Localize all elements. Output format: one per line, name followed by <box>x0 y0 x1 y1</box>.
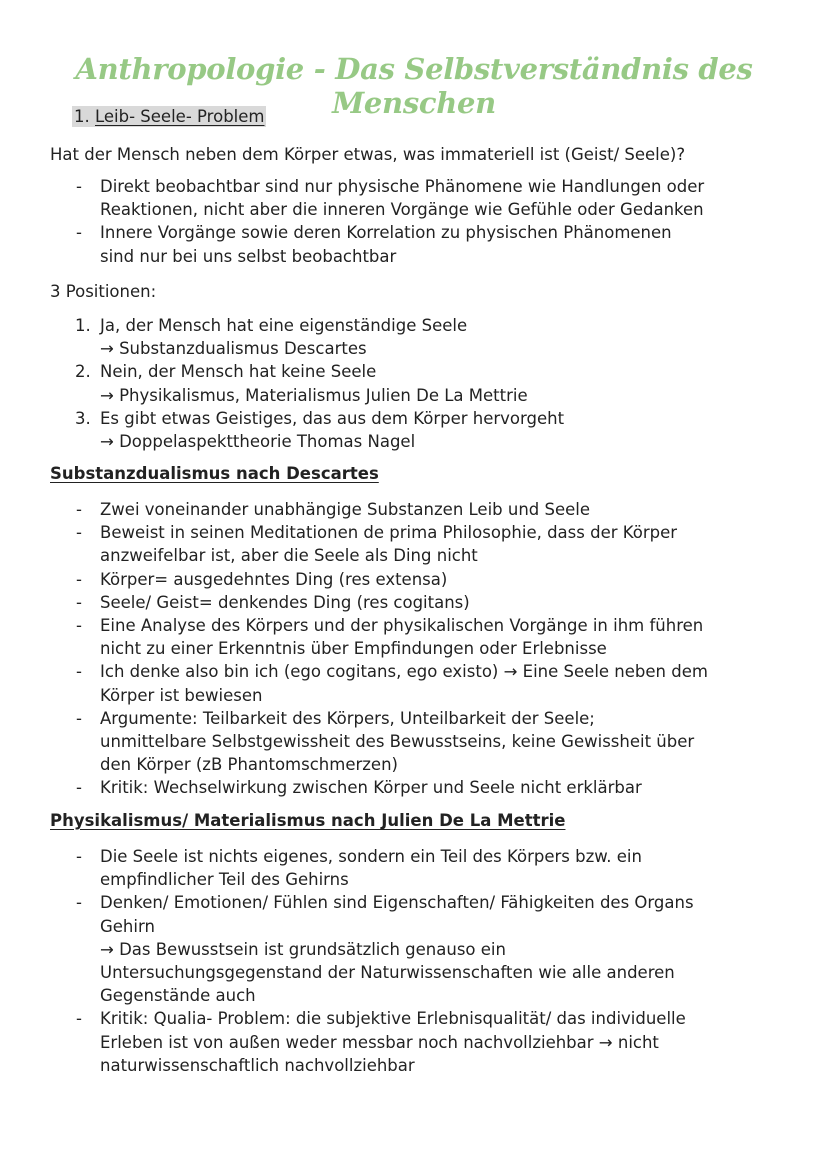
heading-mettrie: Physikalismus/ Materialismus nach Julien De La Mettrie <box>50 811 566 830</box>
list-marker: - <box>76 778 82 798</box>
list-marker: - <box>76 893 82 913</box>
list-item <box>50 360 790 406</box>
list-item <box>50 498 790 521</box>
list-marker: - <box>76 177 82 196</box>
list-item-text: Argumente: Teilbarkeit des Körpers, Unteilbarkeit der Seele; unmittelbare Selbstgewissheit des Bewusstseins, keine Gewissheit über den Körper (zB Phantomschmerzen) <box>100 708 695 775</box>
list-item <box>50 314 790 360</box>
list-item <box>50 175 790 221</box>
list-item <box>50 591 790 614</box>
list-item-text: Denken/ Emotionen/ Fühlen sind Eigenschaften/ Fähigkeiten des Organs Gehirn → Das Bewusstsein ist grundsätzlich genauso ein Untersuchungsgegenstand der Naturwissenschaften wie alle anderen Gegenstände auch <box>100 893 694 1006</box>
list-item-text: Seele/ Geist= denkendes Ding (res cogitans) <box>100 592 470 612</box>
document-title: Anthropologie - Das Selbstverständnis des Menschen <box>75 52 753 120</box>
list-item-text: Innere Vorgänge sowie deren Korrelation zu physischen Phänomenen sind nur bei uns selbst beobachtbar <box>100 223 672 266</box>
positions-list <box>50 314 790 453</box>
list-item <box>50 776 790 799</box>
list-marker: - <box>76 592 82 612</box>
bullet-list-descartes <box>50 498 790 800</box>
positions-label: 3 Positionen: <box>50 282 157 301</box>
list-item-text: Ich denke also bin ich (ego cogitans, ego existo) → Eine Seele neben dem Körper ist bewiesen <box>100 662 708 705</box>
list-item <box>50 845 790 891</box>
list-marker: - <box>76 708 82 728</box>
list-marker: - <box>76 569 82 589</box>
list-item-text: Es gibt etwas Geistiges, das aus dem Körper hervorgeht → Doppelaspekttheorie Thomas Nagel <box>100 408 565 452</box>
list-item-text: Direkt beobachtbar sind nur physische Phänomene wie Handlungen oder Reaktionen, nicht aber die inneren Vorgänge wie Gefühle oder Gedanken <box>100 177 705 220</box>
section-heading-leib-seele <box>72 106 266 127</box>
heading-descartes: Substanzdualismus nach Descartes <box>50 464 379 483</box>
list-marker: - <box>76 223 82 243</box>
list-item-text: Nein, der Mensch hat keine Seele → Physikalismus, Materialismus Julien De La Mettrie <box>100 362 528 405</box>
list-marker: - <box>76 662 82 682</box>
list-marker: - <box>76 847 82 866</box>
list-item <box>50 707 790 777</box>
bullet-list-observability <box>50 175 790 268</box>
list-item <box>50 891 790 1007</box>
list-item-text: Beweist in seinen Meditationen de prima Philosophie, dass der Körper anzweifelbar ist, aber die Seele als Ding nicht <box>100 523 678 566</box>
list-marker: 3. <box>75 408 91 428</box>
list-marker: 2. <box>75 362 91 382</box>
list-item-text: Kritik: Qualia- Problem: die subjektive Erlebnisqualität/ das individuelle Erleben ist von außen weder messbar noch nachvollziehbar → nicht naturwissenschaftlich nachvollziehbar <box>100 1009 686 1075</box>
bullet-list-mettrie <box>50 845 790 1077</box>
section-number: 1. <box>74 107 90 126</box>
question-paragraph: Hat der Mensch neben dem Körper etwas, was immateriell ist (Geist/ Seele)? <box>50 145 686 164</box>
list-item <box>50 568 790 591</box>
list-item <box>50 660 790 706</box>
list-item <box>50 614 790 660</box>
list-item-text: Kritik: Wechselwirkung zwischen Körper und Seele nicht erklärbar <box>100 778 642 798</box>
list-marker: - <box>76 616 82 636</box>
list-item-text: Ja, der Mensch hat eine eigenständige Seele → Substanzdualismus Descartes <box>100 316 468 359</box>
list-item-text: Körper= ausgedehntes Ding (res extensa) <box>100 569 448 589</box>
list-item <box>50 221 790 267</box>
list-marker: 1. <box>75 316 91 335</box>
list-item-text: Die Seele ist nichts eigenes, sondern ein Teil des Körpers bzw. ein empfindlicher Teil des Gehirns <box>100 847 642 890</box>
list-item-text: Zwei voneinander unabhängige Substanzen Leib und Seele <box>100 500 591 519</box>
list-item <box>50 521 790 567</box>
list-marker: - <box>76 500 82 519</box>
list-item <box>50 407 790 453</box>
list-marker: - <box>76 1009 82 1029</box>
list-item <box>50 1007 790 1077</box>
list-marker: - <box>76 523 82 543</box>
list-item-text: Eine Analyse des Körpers und der physikalischen Vorgänge in ihm führen nicht zu einer Erkenntnis über Empfindungen oder Erlebnisse <box>100 616 704 659</box>
section-title: Leib- Seele- Problem <box>95 107 265 126</box>
